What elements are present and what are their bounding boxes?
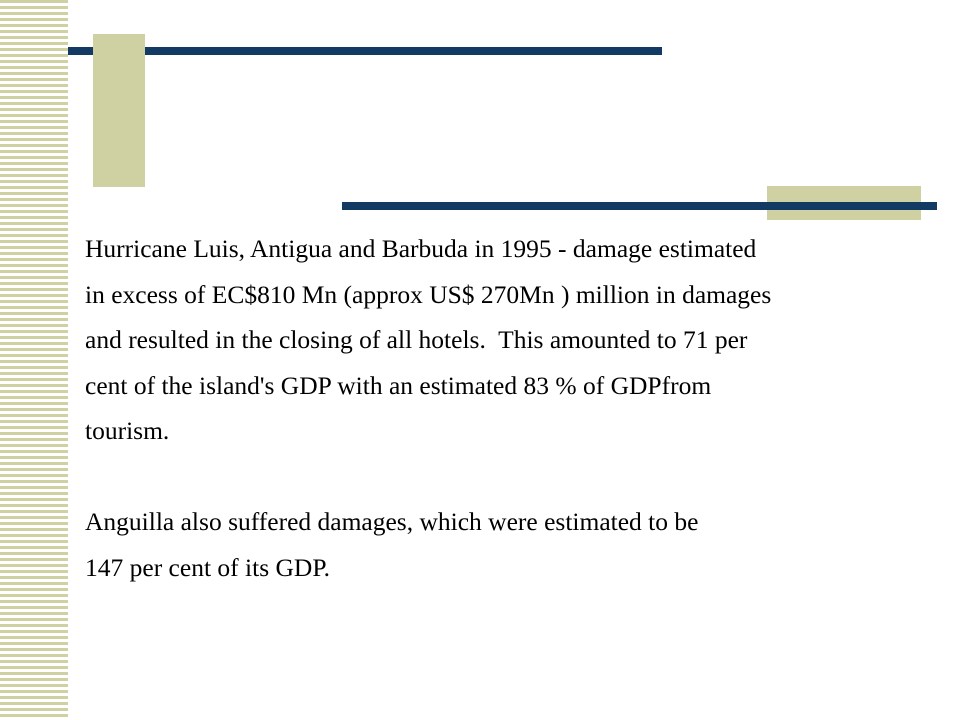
paragraph-hurricane-luis (85, 226, 945, 454)
text-line: cent of the island's GDP with an estimated 83 % of GDPfrom (85, 370, 712, 400)
text-line: 147 per cent of its GDP. (85, 552, 331, 582)
text-line: and resulted in the closing of all hotels. This amounted to 71 per (85, 325, 748, 354)
paragraph-anguilla (85, 499, 945, 590)
decorative-middle-navy-bar (342, 202, 937, 210)
text-line: Hurricane Luis, Antigua and Barbuda in 1995 - damage estimated (85, 234, 757, 263)
slide-body-text (85, 226, 945, 590)
decorative-top-navy-bar (68, 47, 662, 55)
decorative-striped-margin (0, 0, 68, 720)
decorative-left-khaki-block (93, 34, 145, 187)
text-line: tourism. (85, 416, 170, 445)
paragraph-spacer (85, 454, 945, 500)
text-line: Anguilla also suffered damages, which were estimated to be (85, 507, 699, 536)
text-line: in excess of EC$810 Mn (approx US$ 270Mn ) million in damages (85, 279, 772, 309)
